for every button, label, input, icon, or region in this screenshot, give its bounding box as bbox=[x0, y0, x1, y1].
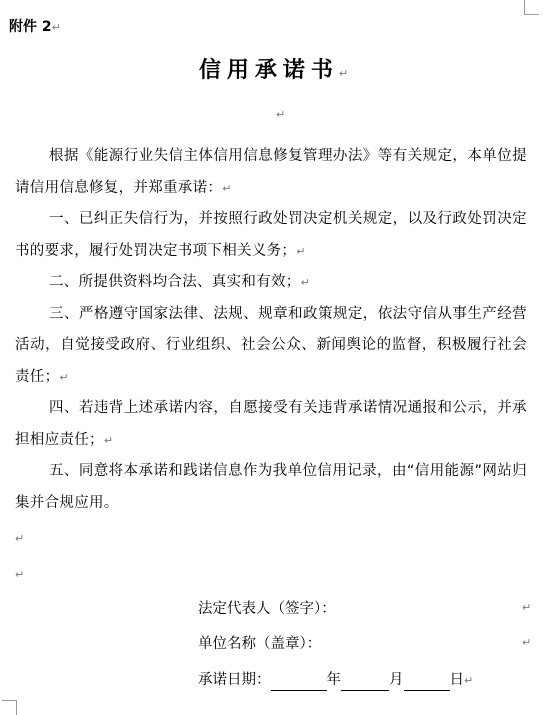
legal-representative-line bbox=[198, 599, 336, 619]
paragraph-mark-icon: ↵ bbox=[338, 67, 349, 80]
year-blank[interactable] bbox=[271, 674, 327, 691]
paragraph-mark-icon: ↵ bbox=[222, 181, 232, 195]
paragraph-mark-icon: ↵ bbox=[51, 21, 61, 34]
page-corner-mark-top-right bbox=[524, 0, 539, 15]
document-body bbox=[15, 141, 527, 519]
paragraph-item-1: 一、已纠正失信行为，并按照行政处罚决定机关规定，以及行政处罚决定书的要求，履行处罚决定书项下相关义务；↵ bbox=[15, 211, 527, 259]
attachment-label-text: 附件 2 bbox=[9, 19, 52, 35]
month-label: 月 bbox=[389, 672, 404, 688]
paragraph-mark-icon: ↵ bbox=[15, 532, 25, 545]
document-title bbox=[0, 58, 547, 87]
paragraph-mark-icon: ↵ bbox=[15, 568, 25, 581]
year-label: 年 bbox=[326, 672, 341, 688]
legal-representative-label: 法定代表人（签字）： bbox=[198, 601, 336, 617]
commitment-date-line bbox=[198, 670, 473, 691]
day-label: 日 bbox=[449, 672, 464, 688]
paragraph-mark-icon: ↵ bbox=[522, 636, 532, 649]
paragraph-item-5: 五、同意将本承诺和践诺信息作为我单位信用记录，由“信用能源”网站归集并合规应用。 bbox=[15, 463, 527, 511]
commitment-date-label: 承诺日期： bbox=[198, 672, 271, 688]
document-title-text: 信用承诺书 bbox=[198, 58, 339, 83]
month-blank[interactable] bbox=[341, 674, 389, 691]
paragraph-mark-icon: ↵ bbox=[103, 433, 114, 447]
paragraph-intro: 根据《能源行业失信主体信用信息修复管理办法》等有关规定，本单位提请信用信息修复，并郑重承诺：↵ bbox=[15, 148, 527, 196]
page-corner-mark-bottom-left bbox=[2, 700, 17, 715]
paragraph-mark-icon: ↵ bbox=[522, 601, 532, 614]
paragraph-item-3: 三、严格遵守国家法律、法规、规章和政策规定，依法守信从事生产经营活动，自觉接受政府、行业组织、社会公众、新闻舆论的监督，积极履行社会责任；↵ bbox=[15, 305, 527, 385]
paragraph-mark-icon: ↵ bbox=[59, 370, 69, 384]
unit-name-label: 单位名称（盖章）： bbox=[198, 636, 322, 652]
paragraph-mark-icon: ↵ bbox=[464, 674, 474, 687]
paragraph-mark-icon: ↵ bbox=[300, 276, 310, 289]
day-blank[interactable] bbox=[404, 674, 450, 691]
paragraph-item-4: 四、若违背上述承诺内容，自愿接受有关违背承诺情况通报和公示，并承担相应责任；↵ bbox=[15, 400, 527, 448]
paragraph-mark-icon: ↵ bbox=[276, 108, 286, 121]
attachment-label bbox=[9, 18, 61, 37]
paragraph-mark-icon: ↵ bbox=[296, 244, 306, 258]
unit-name-line bbox=[198, 634, 321, 654]
paragraph-item-2: 二、所提供资料均合法、真实和有效；↵ bbox=[49, 274, 310, 290]
